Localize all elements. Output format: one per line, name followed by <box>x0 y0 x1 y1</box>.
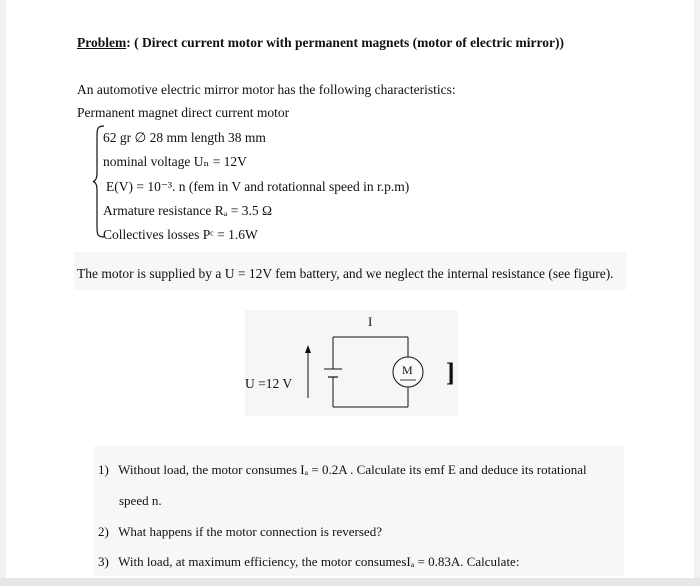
circuit-figure <box>245 310 458 416</box>
problem-label: Problem <box>77 35 127 50</box>
question-2-text: What happens if the motor connection is reversed? <box>118 524 382 539</box>
page-bottom-edge <box>0 578 700 586</box>
question-3 <box>98 554 519 570</box>
problem-title <box>77 35 564 51</box>
bracket-mark: ] <box>446 358 455 387</box>
question-1 <box>98 462 587 478</box>
motor-type-text: Permanent magnet direct current motor <box>77 105 290 120</box>
voltage-label: U =12 V <box>245 376 293 391</box>
question-1-continuation <box>119 493 162 509</box>
question-1-text: Without load, the motor consumes Iₐ = 0.2A . Calculate its emf E and deduce its rotational <box>118 462 587 477</box>
supply-sentence: The motor is supplied by a U = 12V fem battery, and we neglect the internal resistance (see figure). <box>77 266 614 281</box>
characteristic-dimensions: 62 gr ∅ 28 mm length 38 mm <box>103 130 266 145</box>
question-1-number: 1) <box>98 462 109 477</box>
voltage-arrow-head <box>305 345 311 353</box>
question-2 <box>98 524 382 540</box>
question-3-number: 3) <box>98 554 109 569</box>
characteristic-collective-losses: Collectives losses Pᶜ = 1.6W <box>103 227 258 242</box>
question-3-text: With load, at maximum efficiency, the motor consumesIₐ = 0.83A. Calculate: <box>118 554 520 569</box>
characteristic-armature-resistance: Armature resistance Rₐ = 3.5 Ω <box>103 203 273 218</box>
problem-title-text: : ( Direct current motor with permanent magnets (motor of electric mirror)) <box>126 35 564 50</box>
intro-text: An automotive electric mirror motor has the following characteristics: <box>77 82 456 97</box>
circuit-diagram <box>245 310 458 416</box>
question-2-number: 2) <box>98 524 109 539</box>
characteristic-nominal-voltage: nominal voltage Uₙ = 12V <box>103 154 247 169</box>
question-1-continuation-text: speed n. <box>119 493 162 508</box>
motor-label: M <box>402 363 413 377</box>
current-label: I <box>368 314 373 329</box>
characteristic-emf-formula: E(V) = 10⁻³. n (fem in V and rotationnal speed in r.p.m) <box>106 179 410 194</box>
